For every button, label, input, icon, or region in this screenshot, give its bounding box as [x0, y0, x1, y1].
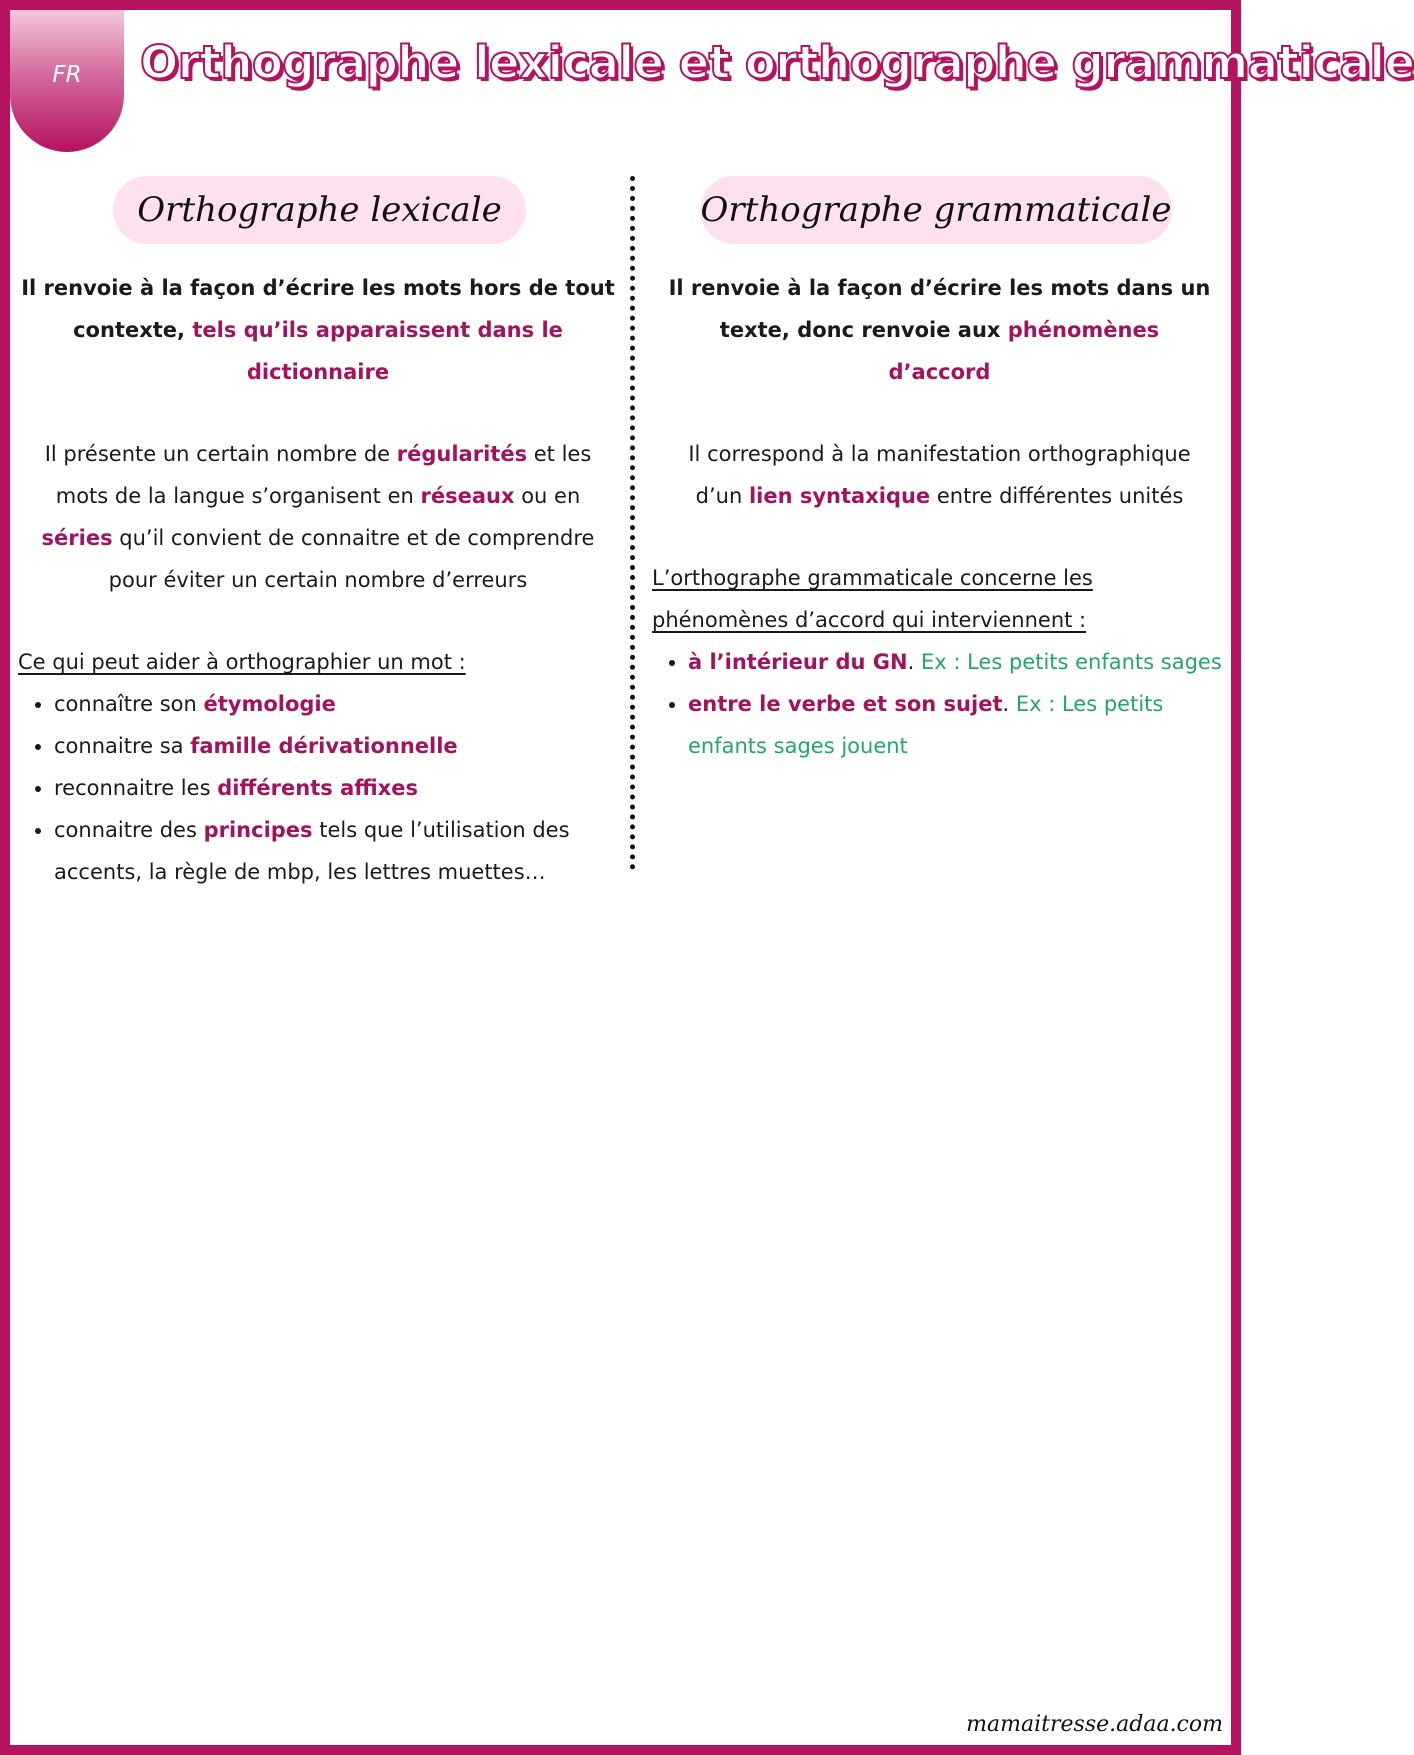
list-item — [54, 725, 618, 767]
left-definition-highlight: tels qu’ils apparaissent dans le dictionnaire — [192, 318, 563, 384]
left-reg-text-a: Il présente un certain nombre de — [44, 442, 397, 466]
left-reg-text-b: et les mots de la langue s’organisent en — [55, 442, 592, 508]
right-column — [652, 267, 1227, 767]
subject-tag: FR — [52, 62, 82, 88]
item-highlight: famille dérivationnelle — [190, 734, 458, 758]
right-definition — [652, 267, 1227, 393]
right-heading-pill — [700, 176, 1172, 244]
left-column — [18, 267, 618, 893]
right-manifestation — [652, 433, 1227, 517]
item-text: connaitre des — [54, 818, 204, 842]
subject-tab — [10, 10, 124, 152]
column-divider — [630, 176, 635, 870]
left-definition-text: Il renvoie à la façon d’écrire les mots hors de tout contexte, — [21, 276, 615, 342]
right-man-highlight: lien syntaxique — [748, 484, 931, 508]
footer-website: mamaitresse.adaa.com — [966, 1712, 1223, 1737]
left-list-title: Ce qui peut aider à orthographier un mot : — [18, 650, 466, 674]
page-title: Orthographe lexicale et orthographe grammaticale — [140, 36, 1414, 89]
item-example: Ex : Les petits enfants sages jouent — [688, 692, 1164, 758]
right-list-title: L’orthographe grammaticale concerne les phénomènes d’accord qui interviennent : — [652, 566, 1093, 632]
left-definition — [18, 267, 618, 393]
left-reg-text-d: qu’il convient de connaitre et de comprendre pour éviter un certain nombre d’erreurs — [108, 526, 595, 592]
item-highlight: différents affixes — [217, 776, 418, 800]
left-reg-text-c: ou en — [514, 484, 581, 508]
right-accord-list — [652, 641, 1227, 767]
right-definition-text: Il renvoie à la façon d’écrire les mots dans un texte, donc renvoie aux — [668, 276, 1211, 342]
left-regularities — [18, 433, 618, 601]
left-tips-list — [18, 683, 618, 893]
list-item — [54, 767, 618, 809]
left-heading-pill — [113, 176, 526, 244]
right-heading: Orthographe grammaticale — [700, 190, 1172, 230]
item-text: connaître son — [54, 692, 204, 716]
item-separator: . — [907, 650, 921, 674]
item-highlight: principes — [203, 818, 313, 842]
item-separator: . — [1002, 692, 1016, 716]
right-man-text-b: entre différentes unités — [930, 484, 1184, 508]
left-reg-hl-3: séries — [41, 526, 113, 550]
list-item — [688, 641, 1227, 683]
right-definition-highlight: phénomènes d’accord — [888, 318, 1160, 384]
left-reg-hl-2: réseaux — [420, 484, 515, 508]
item-highlight: étymologie — [203, 692, 336, 716]
item-text: reconnaitre les — [54, 776, 218, 800]
left-heading: Orthographe lexicale — [137, 190, 502, 230]
item-example: Ex : Les petits enfants sages — [920, 650, 1222, 674]
list-item — [688, 683, 1227, 767]
list-item — [54, 683, 618, 725]
right-man-text-a: Il correspond à la manifestation orthographique d’un — [688, 442, 1191, 508]
list-item — [54, 809, 618, 893]
left-reg-hl-1: régularités — [396, 442, 528, 466]
item-highlight: à l’intérieur du GN — [688, 650, 908, 674]
item-text-rest: tels que l’utilisation des accents, la règle de mbp, les lettres muettes… — [54, 818, 570, 884]
item-text: connaitre sa — [54, 734, 191, 758]
item-highlight: entre le verbe et son sujet — [688, 692, 1003, 716]
